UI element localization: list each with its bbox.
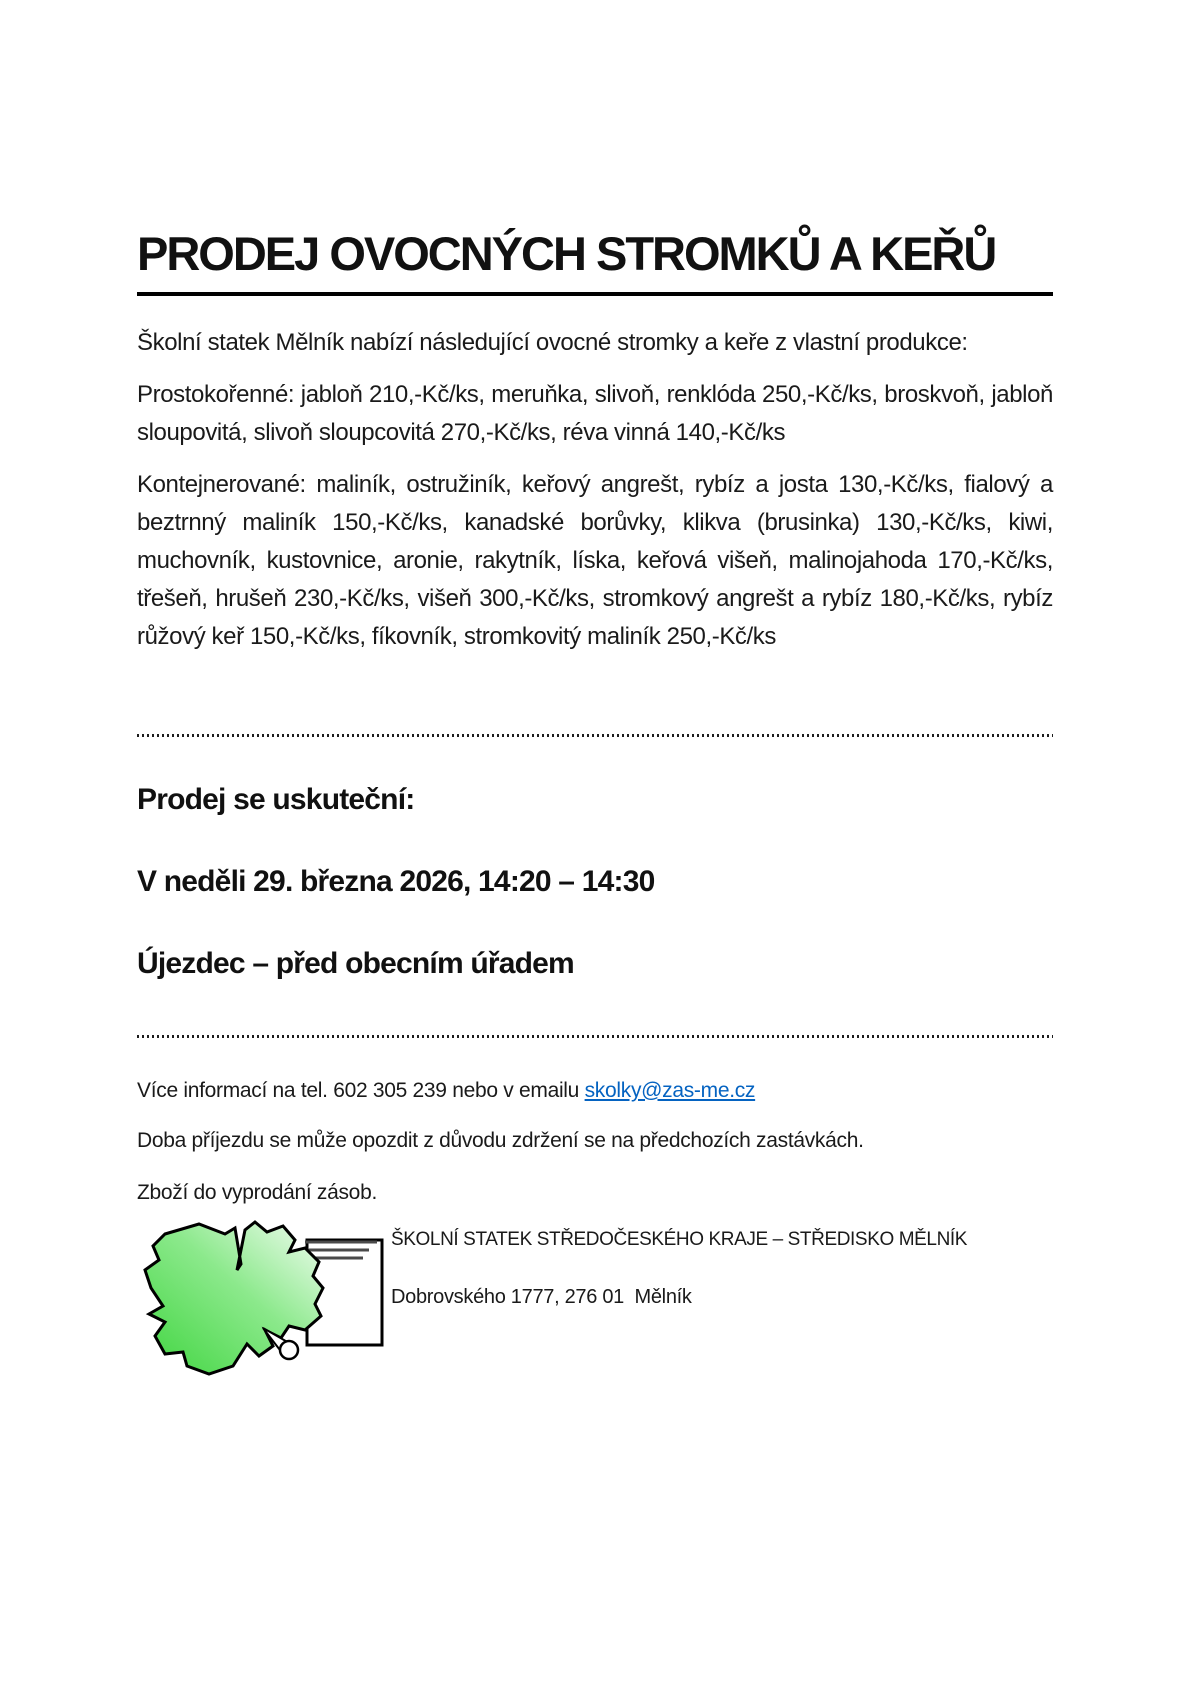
page-title: PRODEJ OVOCNÝCH STROMKŮ A KEŘŮ (137, 228, 1053, 296)
stock-note: Zboží do vyprodání zásob. (137, 1180, 377, 1204)
sale-location: Újezdec – před obecním úřadem (137, 946, 574, 980)
organization-name: ŠKOLNÍ STATEK STŘEDOČESKÉHO KRAJE – STŘEDISKO MĚLNÍK (391, 1228, 968, 1250)
intro-paragraph: Školní statek Mělník nabízí následující ovocné stromky a keře z vlastní produkce: (137, 328, 968, 356)
sale-datetime: V neděli 29. března 2026, 14:20 – 14:30 (137, 864, 655, 898)
pin-circle (280, 1341, 298, 1359)
dotted-divider-bottom (137, 1035, 1053, 1038)
contact-line (137, 1078, 1053, 1104)
sale-heading: Prodej se uskuteční: (137, 782, 415, 816)
contact-info-text: Více informací na tel. 602 305 239 nebo v emailu (137, 1078, 585, 1102)
container-offer-paragraph: Kontejnerované: maliník, ostružiník, keřový angrešt, rybíz a josta 130,-Kč/ks, fialový a beztrnný maliník 150,-Kč/ks, kanadské borůvky, klikva (brusinka) 130,-Kč/ks, kiwi, muchovník, kustovnice, aronie, rakytník, líska, keřová višeň, malinojahoda 170,-Kč/ks, třešeň, hrušeň 230,-Kč/ks, višeň 300,-Kč/ks, stromkový angrešt a rybíz 180,-Kč/ks, rybíz růžový keř 150,-Kč/ks, fíkovník, stromkovitý maliník 250,-Kč/ks (137, 470, 1053, 650)
region-map-logo (137, 1218, 387, 1383)
email-link[interactable]: skolky@zas-me.cz (584, 1078, 756, 1102)
footer-text-block (391, 1218, 967, 1309)
footer (137, 1218, 1053, 1383)
organization-address: Dobrovského 1777, 276 01 Mělník (391, 1285, 692, 1308)
delay-note: Doba příjezdu se může opozdit z důvodu zdržení se na předchozích zastávkách. (137, 1128, 864, 1152)
dotted-divider-top (137, 734, 1053, 737)
bare-root-offer-paragraph: Prostokořenné: jabloň 210,-Kč/ks, meruňka, slivoň, renklóda 250,-Kč/ks, broskvoň, jabloň sloupovitá, slivoň sloupcovitá 270,-Kč/ks, réva vinná 140,-Kč/ks (137, 380, 1053, 446)
